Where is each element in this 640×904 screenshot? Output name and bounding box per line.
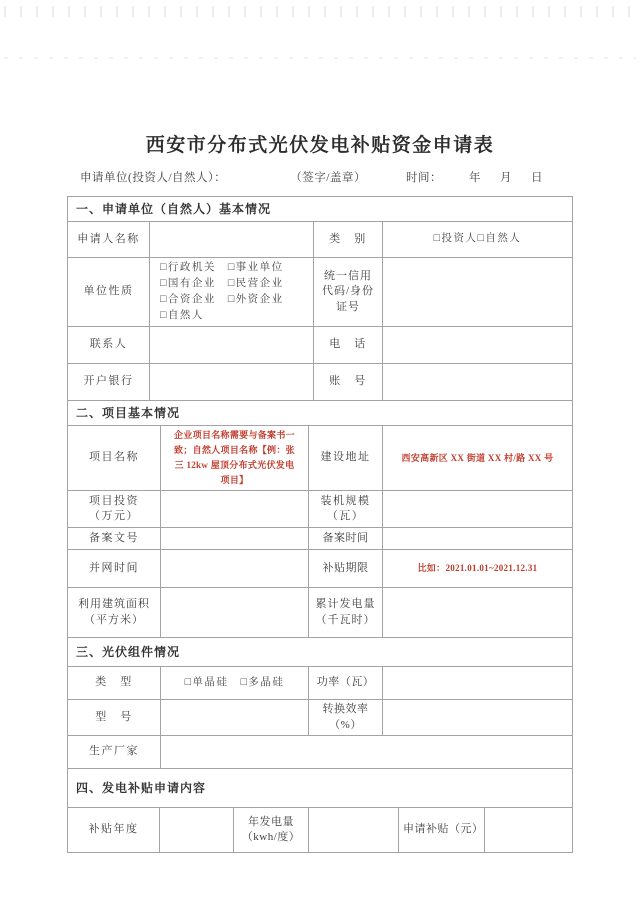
unit-nature-option-line[interactable]: □行政机关 □事业单位 xyxy=(160,262,284,273)
section-project-info xyxy=(67,400,573,638)
subsidy-period-example: 比如：2021.01.01~2021.12.31 xyxy=(383,550,573,588)
unit-nature-option-line[interactable]: □国有企业 □民营企业 xyxy=(160,278,284,289)
filing-time-label: 备案时间 xyxy=(309,528,383,550)
contact-label: 联系人 xyxy=(68,327,150,364)
manufacturer-label: 生产厂家 xyxy=(68,736,161,769)
subsidy-period-label: 补贴期限 xyxy=(309,550,383,588)
subsidy-year-label: 补贴年度 xyxy=(68,808,160,853)
module-type-checkbox-options[interactable]: □单晶硅 □多晶硅 xyxy=(161,667,309,700)
requested-subsidy-field[interactable] xyxy=(485,808,573,853)
section2-heading: 二、项目基本情况 xyxy=(68,401,573,426)
bank-label: 开户银行 xyxy=(68,364,150,401)
category-label: 类 别 xyxy=(314,222,383,258)
investment-label: 项目投资（万元） xyxy=(68,491,161,528)
account-field[interactable] xyxy=(383,364,573,401)
module-type-label: 类 型 xyxy=(68,667,161,700)
conversion-efficiency-field[interactable] xyxy=(383,700,573,736)
section3-heading: 三、光伏组件情况 xyxy=(68,638,573,667)
table-row xyxy=(68,736,573,769)
applicant-unit-label: 申请单位(投资人/自然人）： xyxy=(80,172,227,184)
conversion-efficiency-label: 转换效率（%） xyxy=(309,700,383,736)
investment-field[interactable] xyxy=(161,491,309,528)
table-row xyxy=(68,258,573,327)
applicant-name-label: 申请人名称 xyxy=(68,222,150,258)
building-area-label: 利用建筑面积（平方米） xyxy=(68,588,161,638)
annual-generation-label: 年发电量（kwh/度） xyxy=(234,808,309,853)
cumulative-generation-field[interactable] xyxy=(383,588,573,638)
cumulative-generation-label: 累计发电量（千瓦时） xyxy=(309,588,383,638)
table-row xyxy=(68,588,573,638)
table-row xyxy=(68,364,573,401)
manufacturer-field[interactable] xyxy=(161,736,573,769)
address-example: 西安高新区 XX 街道 XX 村/路 XX 号 xyxy=(383,426,573,491)
application-form-table xyxy=(67,196,572,853)
account-label: 账 号 xyxy=(314,364,383,401)
scan-artifact-ticks xyxy=(4,6,636,17)
time-label: 时间： xyxy=(405,172,442,184)
table-row xyxy=(68,700,573,736)
table-row xyxy=(68,808,573,853)
filing-time-field[interactable] xyxy=(383,528,573,550)
power-label: 功率（瓦） xyxy=(309,667,383,700)
table-row xyxy=(68,491,573,528)
address-label: 建设地址 xyxy=(309,426,383,491)
annual-generation-field[interactable] xyxy=(309,808,399,853)
requested-subsidy-label: 申请补贴（元） xyxy=(399,808,485,853)
credit-code-label: 统一信用代码/身份证号 xyxy=(314,258,383,327)
year-label: 年 xyxy=(468,172,481,184)
credit-code-field[interactable] xyxy=(383,258,573,327)
day-label: 日 xyxy=(530,172,543,184)
project-name-instruction: 企业项目名称需要与备案书一致；自然人项目名称【例：张三 12kw 屋顶分布式光伏发电项目】 xyxy=(161,426,309,491)
grid-connection-time-field[interactable] xyxy=(161,550,309,588)
subsidy-year-field[interactable] xyxy=(160,808,234,853)
unit-nature-checkbox-options[interactable] xyxy=(150,258,314,327)
phone-label: 电 话 xyxy=(314,327,383,364)
section-pv-module-info xyxy=(67,637,573,769)
applicant-name-field[interactable] xyxy=(150,222,314,258)
model-label: 型 号 xyxy=(68,700,161,736)
bank-field[interactable] xyxy=(150,364,314,401)
building-area-field[interactable] xyxy=(161,588,309,638)
table-row xyxy=(68,222,573,258)
capacity-label: 装机规模（瓦） xyxy=(309,491,383,528)
project-name-label: 项目名称 xyxy=(68,426,161,491)
table-row xyxy=(68,550,573,588)
category-checkbox-options[interactable]: □投资人□自然人 xyxy=(383,222,573,258)
section4-heading: 四、发电补贴申请内容 xyxy=(68,769,573,808)
signature-seal-label: （签字/盖章） xyxy=(290,172,366,184)
table-row xyxy=(68,667,573,700)
filing-no-label: 备案文号 xyxy=(68,528,161,550)
section-applicant-info xyxy=(67,196,573,401)
model-field[interactable] xyxy=(161,700,309,736)
grid-connection-time-label: 并网时间 xyxy=(68,550,161,588)
section1-heading: 一、申请单位（自然人）基本情况 xyxy=(68,197,573,222)
table-row xyxy=(68,426,573,491)
section-subsidy-application xyxy=(67,768,573,853)
table-row xyxy=(68,327,573,364)
form-meta-line xyxy=(80,169,580,185)
form-title: 西安市分布式光伏发电补贴资金申请表 xyxy=(145,135,495,156)
unit-nature-option-line[interactable]: □合资企业 □外资企业 xyxy=(160,294,284,305)
contact-field[interactable] xyxy=(150,327,314,364)
capacity-field[interactable] xyxy=(383,491,573,528)
filing-no-field[interactable] xyxy=(161,528,309,550)
table-row xyxy=(68,528,573,550)
phone-field[interactable] xyxy=(383,327,573,364)
month-label: 月 xyxy=(499,172,512,184)
unit-nature-option-line[interactable]: □自然人 xyxy=(160,310,204,321)
unit-nature-label: 单位性质 xyxy=(68,258,150,327)
scan-artifact-dots xyxy=(4,57,636,59)
power-field[interactable] xyxy=(383,667,573,700)
